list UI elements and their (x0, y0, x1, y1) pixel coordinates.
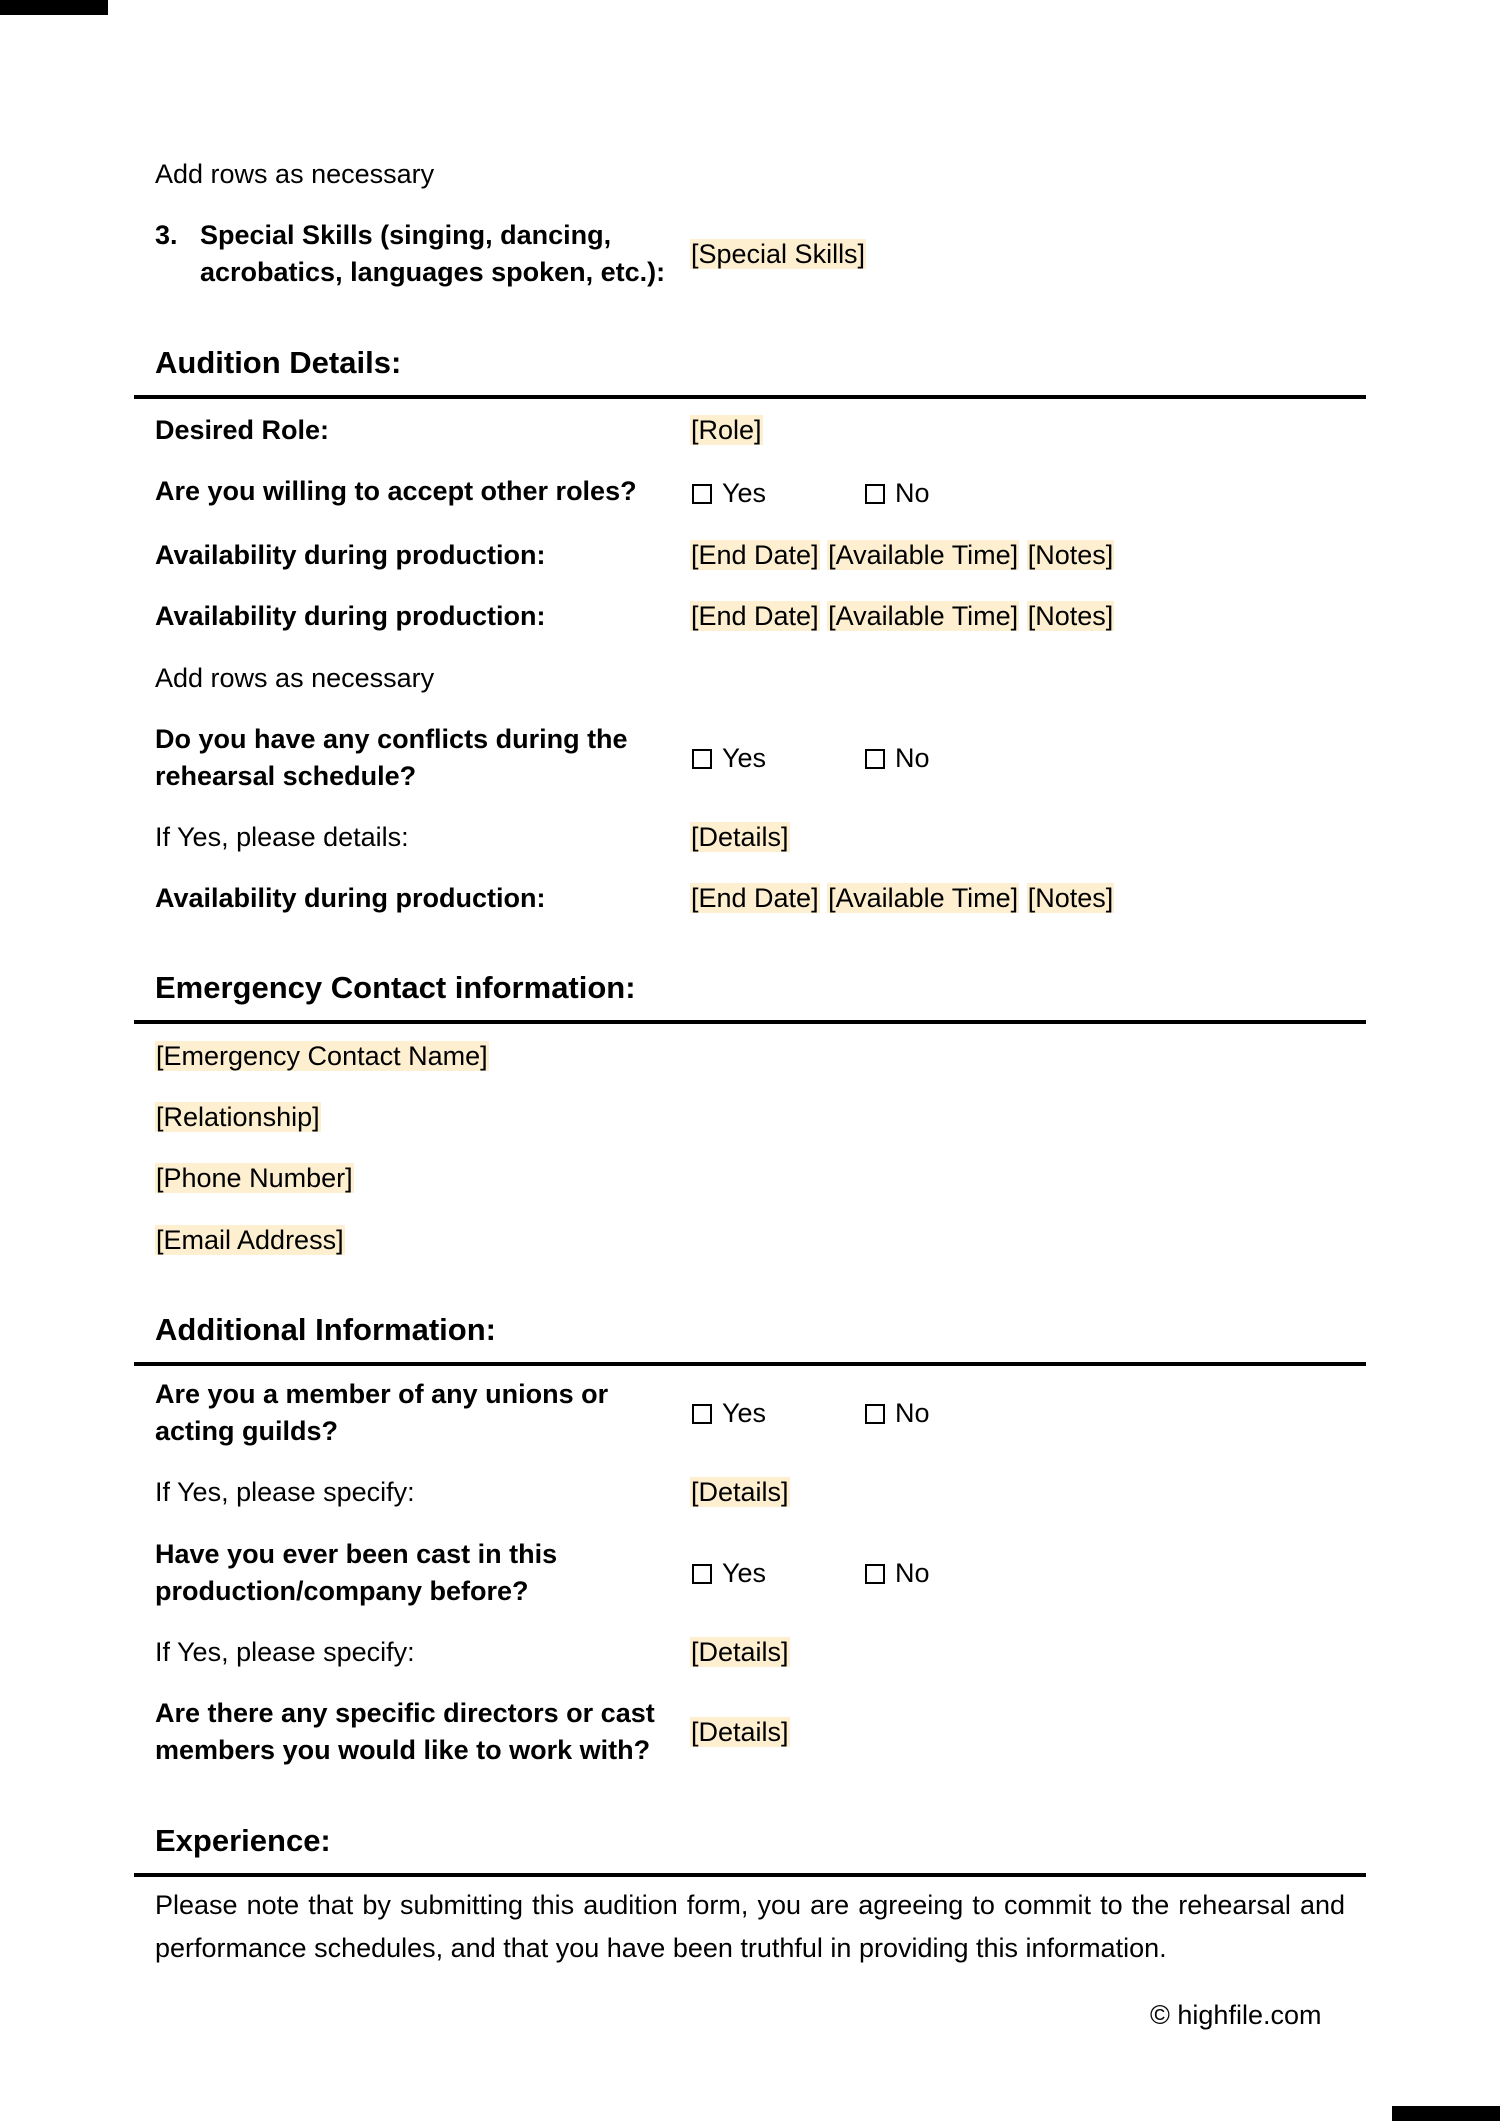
notes-field[interactable]: [Notes] (1027, 601, 1114, 631)
email-address-field[interactable]: [Email Address] (156, 1225, 344, 1255)
directors-label-line1: Are there any specific directors or cast (155, 1698, 655, 1728)
cast-before-specify-label: If Yes, please specify: (155, 1637, 415, 1667)
checkbox-icon (692, 749, 712, 769)
special-skills-label-line1: Special Skills (singing, dancing, (200, 220, 612, 250)
item-number: 3. (155, 220, 178, 250)
checkbox-icon (865, 1564, 885, 1584)
add-rows-note-2: Add rows as necessary (155, 663, 435, 693)
desired-role-field[interactable]: [Role] (691, 415, 762, 445)
emergency-contact-name-field[interactable]: [Emergency Contact Name] (156, 1041, 488, 1071)
availability-label-2: Availability during production: (155, 601, 546, 631)
cast-before-label-line1: Have you ever been cast in this (155, 1539, 558, 1569)
checkbox-icon (692, 484, 712, 504)
available-time-field[interactable]: [Available Time] (828, 601, 1019, 631)
conflicts-label-line2: rehearsal schedule? (155, 761, 417, 791)
conflicts-details-label: If Yes, please details: (155, 822, 409, 852)
conflicts-label-line1: Do you have any conflicts during the (155, 724, 628, 754)
special-skills-field[interactable]: [Special Skills] (691, 239, 866, 269)
unions-yes-checkbox[interactable]: Yes (692, 1395, 766, 1432)
availability-fields-1 (690, 537, 1114, 574)
conflicts-yes-checkbox[interactable]: Yes (692, 740, 766, 777)
additional-information-heading: Additional Information: (155, 1312, 496, 1347)
add-rows-note: Add rows as necessary (155, 159, 435, 189)
unions-label-line2: acting guilds? (155, 1416, 339, 1446)
end-date-field[interactable]: [End Date] (691, 883, 819, 913)
special-skills-label-line2: acrobatics, languages spoken, etc.): (200, 257, 666, 287)
directors-details-field[interactable]: [Details] (691, 1717, 789, 1747)
checkbox-icon (692, 1564, 712, 1584)
notes-field[interactable]: [Notes] (1027, 540, 1114, 570)
availability-label-3: Availability during production: (155, 883, 546, 913)
other-roles-label: Are you willing to accept other roles? (155, 476, 637, 506)
cast-before-details-field[interactable]: [Details] (691, 1637, 789, 1667)
availability-label-1: Availability during production: (155, 540, 546, 570)
unions-no-checkbox[interactable]: No (865, 1395, 930, 1432)
available-time-field[interactable]: [Available Time] (828, 540, 1019, 570)
section-divider (134, 1362, 1366, 1366)
availability-fields-3 (690, 880, 1114, 917)
section-divider (134, 395, 1366, 399)
emergency-contact-heading: Emergency Contact information: (155, 970, 636, 1005)
unions-specify-label: If Yes, please specify: (155, 1477, 415, 1507)
availability-fields-2 (690, 598, 1114, 635)
end-date-field[interactable]: [End Date] (691, 540, 819, 570)
audition-details-heading: Audition Details: (155, 345, 402, 380)
checkbox-icon (865, 749, 885, 769)
agreement-paragraph: Please note that by submitting this audition form, you are agreeing to commit to the rehearsal and performance schedules, and that you have been truthful in providing this information. (155, 1890, 1345, 1963)
end-date-field[interactable]: [End Date] (691, 601, 819, 631)
section-divider (134, 1020, 1366, 1024)
unions-details-field[interactable]: [Details] (691, 1477, 789, 1507)
unions-label-line1: Are you a member of any unions or (155, 1379, 609, 1409)
directors-label-line2: members you would like to work with? (155, 1735, 651, 1765)
other-roles-yes-checkbox[interactable]: Yes (692, 475, 766, 512)
notes-field[interactable]: [Notes] (1027, 883, 1114, 913)
checkbox-icon (865, 1404, 885, 1424)
experience-heading: Experience: (155, 1823, 331, 1858)
checkbox-icon (692, 1404, 712, 1424)
cast-before-yes-checkbox[interactable]: Yes (692, 1555, 766, 1592)
copyright-footer: © highfile.com (1150, 2000, 1322, 2030)
other-roles-no-checkbox[interactable]: No (865, 475, 930, 512)
relationship-field[interactable]: [Relationship] (156, 1102, 320, 1132)
desired-role-label: Desired Role: (155, 415, 330, 445)
cast-before-no-checkbox[interactable]: No (865, 1555, 930, 1592)
section-divider (134, 1873, 1366, 1877)
available-time-field[interactable]: [Available Time] (828, 883, 1019, 913)
conflicts-details-field[interactable]: [Details] (691, 822, 789, 852)
checkbox-icon (865, 484, 885, 504)
conflicts-no-checkbox[interactable]: No (865, 740, 930, 777)
cast-before-label-line2: production/company before? (155, 1576, 529, 1606)
phone-number-field[interactable]: [Phone Number] (156, 1163, 353, 1193)
